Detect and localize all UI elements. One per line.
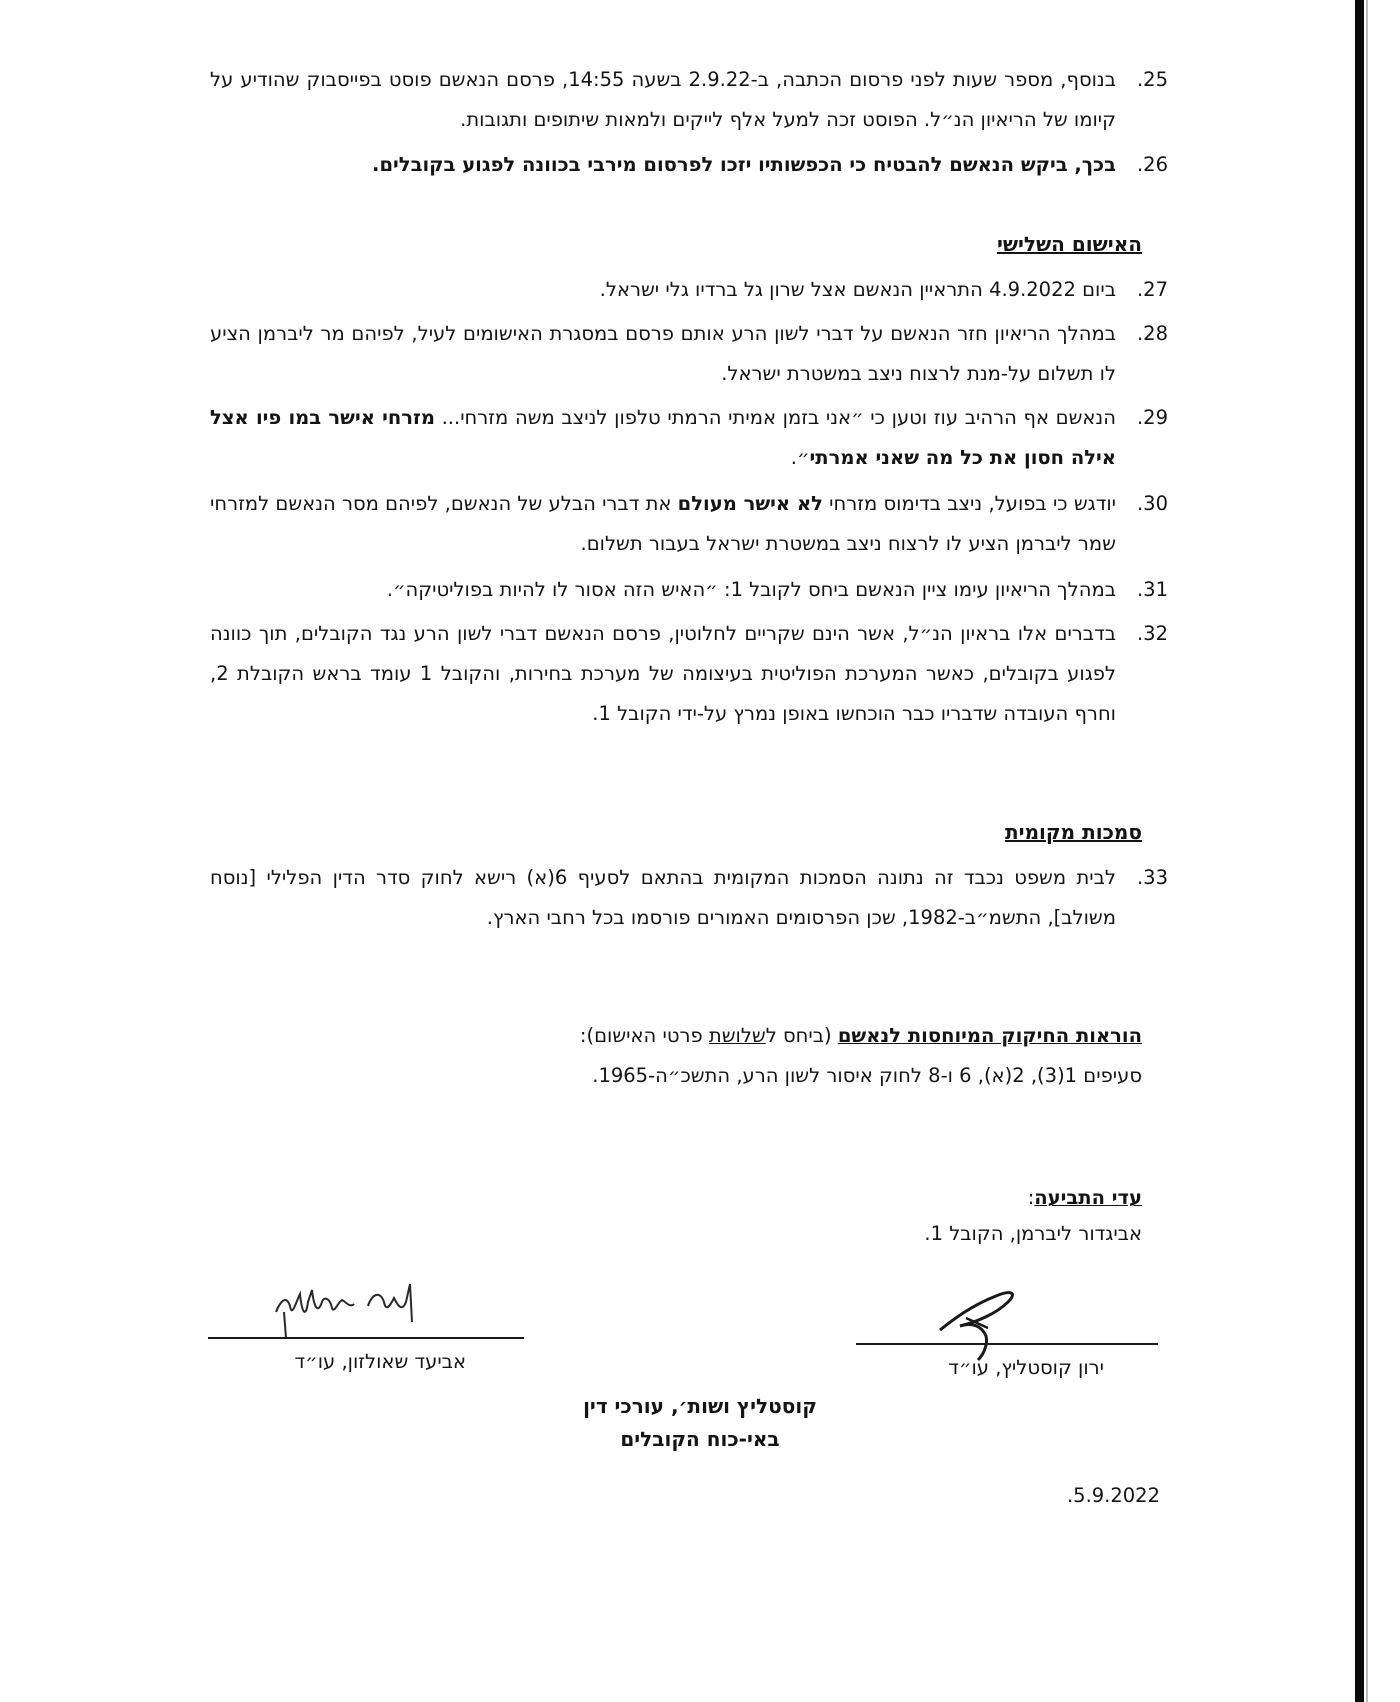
right-signature-image bbox=[930, 1282, 1050, 1362]
paragraph-text-a: יודגש כי בפועל, ניצב בדימוס מזרחי bbox=[822, 492, 1117, 515]
paragraph-number: 33. bbox=[1136, 866, 1168, 889]
law-firm-role: באי-כוח הקובלים bbox=[620, 1427, 780, 1451]
paragraph-text: בכך, ביקש הנאשם להבטיח כי הכפשותיו יזכו לפרסום מירבי בכוונה לפגוע בקובלים. bbox=[372, 153, 1116, 176]
paragraph-text-bold: לא אישר מעולם bbox=[677, 492, 823, 515]
paragraph-number: 32. bbox=[1136, 622, 1168, 645]
left-signature-line bbox=[208, 1337, 524, 1339]
paragraph-32 bbox=[210, 614, 1168, 734]
paragraph-text-plain: הנאשם אף הרהיב עוז וטען כי ״אני בזמן אמיתי הרמתי טלפון לניצב משה מזרחי... bbox=[434, 406, 1116, 429]
statutes-heading bbox=[580, 1024, 1142, 1047]
paragraph-33 bbox=[210, 858, 1168, 938]
paragraph-27 bbox=[210, 270, 1168, 310]
paragraph-text: לבית משפט נכבד זה נתונה הסמכות המקומית בהתאם לסעיף 6(א) רישא לחוק סדר הדין הפלילי [נוסח משולב], התשמ״ב-1982, שכן הפרסומים האמורים פורסמו בכל רחבי הארץ. bbox=[210, 866, 1116, 929]
paragraph-text-bold: מזרחי אישר במו פיו אצל אילה חסון את כל מה שאני אמרתי bbox=[210, 406, 1116, 469]
paragraph-text: בדברים אלו בראיון הנ״ל, אשר הינם שקריים לחלוטין, פרסם הנאשם דברי לשון הרע נגד הקובלים, תוך כוונה לפגוע בקובלים, כאשר המערכת הפוליטית בעיצומה של מערכת בחירות, והקובל 1 עומד בראש הקובלת 2, וחרף העובדה שדבריו כבר הוכחשו באופן נמרץ על-ידי הקובל 1. bbox=[210, 622, 1116, 725]
statutes-heading-rest-a: (ביחס ל bbox=[765, 1024, 838, 1047]
paragraph-number: 26. bbox=[1136, 153, 1168, 176]
paragraph-31 bbox=[210, 570, 1168, 610]
paragraph-text: במהלך הריאיון עימו ציין הנאשם ביחס לקובל 1: ״האיש הזה אסור לו להיות בפוליטיקה״. bbox=[386, 578, 1116, 601]
statutes-heading-bold: הוראות החיקוק המיוחסות לנאשם bbox=[837, 1024, 1142, 1047]
paragraph-number: 29. bbox=[1136, 406, 1168, 429]
paragraph-number: 31. bbox=[1136, 578, 1168, 601]
third-charge-heading: האישום השלישי bbox=[996, 232, 1142, 256]
law-firm-name: קוסטליץ ושות׳, עורכי דין bbox=[583, 1394, 817, 1418]
document-date: 5.9.2022. bbox=[1066, 1484, 1160, 1507]
statutes-heading-underlined: שלושת bbox=[708, 1024, 766, 1047]
witnesses-heading bbox=[1028, 1186, 1142, 1209]
page-edge-line bbox=[1366, 0, 1368, 1702]
paragraph-text: ביום 4.9.2022 התראיין הנאשם אצל שרון גל ברדיו גלי ישראל. bbox=[599, 278, 1116, 301]
witnesses-heading-text: עדי התביעה bbox=[1034, 1186, 1142, 1209]
left-signature-image bbox=[272, 1272, 442, 1338]
paragraph-28 bbox=[210, 314, 1168, 394]
paragraph-text bbox=[210, 484, 1116, 564]
paragraph-text bbox=[210, 398, 1116, 478]
statutes-heading-rest-b: פרטי האישום): bbox=[579, 1024, 709, 1047]
paragraph-26 bbox=[210, 145, 1168, 185]
paragraph-text-b: את דברי הבלע של הנאשם, לפיהם מסר הנאשם למזרחי שמר ליברמן הציע לו לרצוח ניצב במשטרת ישראל בעבור תשלום. bbox=[210, 492, 1116, 555]
paragraph-text: בנוסף, מספר שעות לפני פרסום הכתבה, ב-2.9.22 בשעה 14:55, פרסם הנאשם פוסט בפייסבוק שהודיע על קיומו של הריאיון הנ״ל. הפוסט זכה למעל אלף לייקים ולמאות שיתופים ותגובות. bbox=[210, 68, 1117, 131]
statutes-sections: סעיפים 1(3), 2(א), 6 ו-8 לחוק איסור לשון הרע, התשכ״ה-1965. bbox=[592, 1064, 1142, 1087]
paragraph-29 bbox=[210, 398, 1168, 478]
paragraph-text-end: ״. bbox=[790, 446, 810, 469]
page-edge-shadow bbox=[1355, 0, 1364, 1702]
paragraph-number: 25. bbox=[1136, 68, 1168, 91]
left-signatory-name: אביעד שאולזון, עו״ד bbox=[294, 1350, 466, 1373]
witnesses-heading-colon: : bbox=[1027, 1186, 1035, 1209]
right-signatory-name: ירון קוסטליץ, עו״ד bbox=[948, 1356, 1104, 1379]
paragraph-25 bbox=[210, 60, 1168, 140]
witness-item: אביגדור ליברמן, הקובל 1. bbox=[924, 1222, 1142, 1245]
paragraph-30 bbox=[210, 484, 1168, 564]
paragraph-number: 27. bbox=[1136, 278, 1168, 301]
paragraph-number: 30. bbox=[1136, 492, 1168, 515]
right-signature-line bbox=[856, 1343, 1158, 1345]
paragraph-number: 28. bbox=[1136, 322, 1168, 345]
jurisdiction-heading: סמכות מקומית bbox=[1005, 820, 1142, 844]
paragraph-text: במהלך הריאיון חזר הנאשם על דברי לשון הרע אותם פרסם במסגרת האישומים לעיל, לפיהם מר ליברמן הציע לו תשלום על-מנת לרצוח ניצב במשטרת ישראל. bbox=[210, 322, 1116, 385]
